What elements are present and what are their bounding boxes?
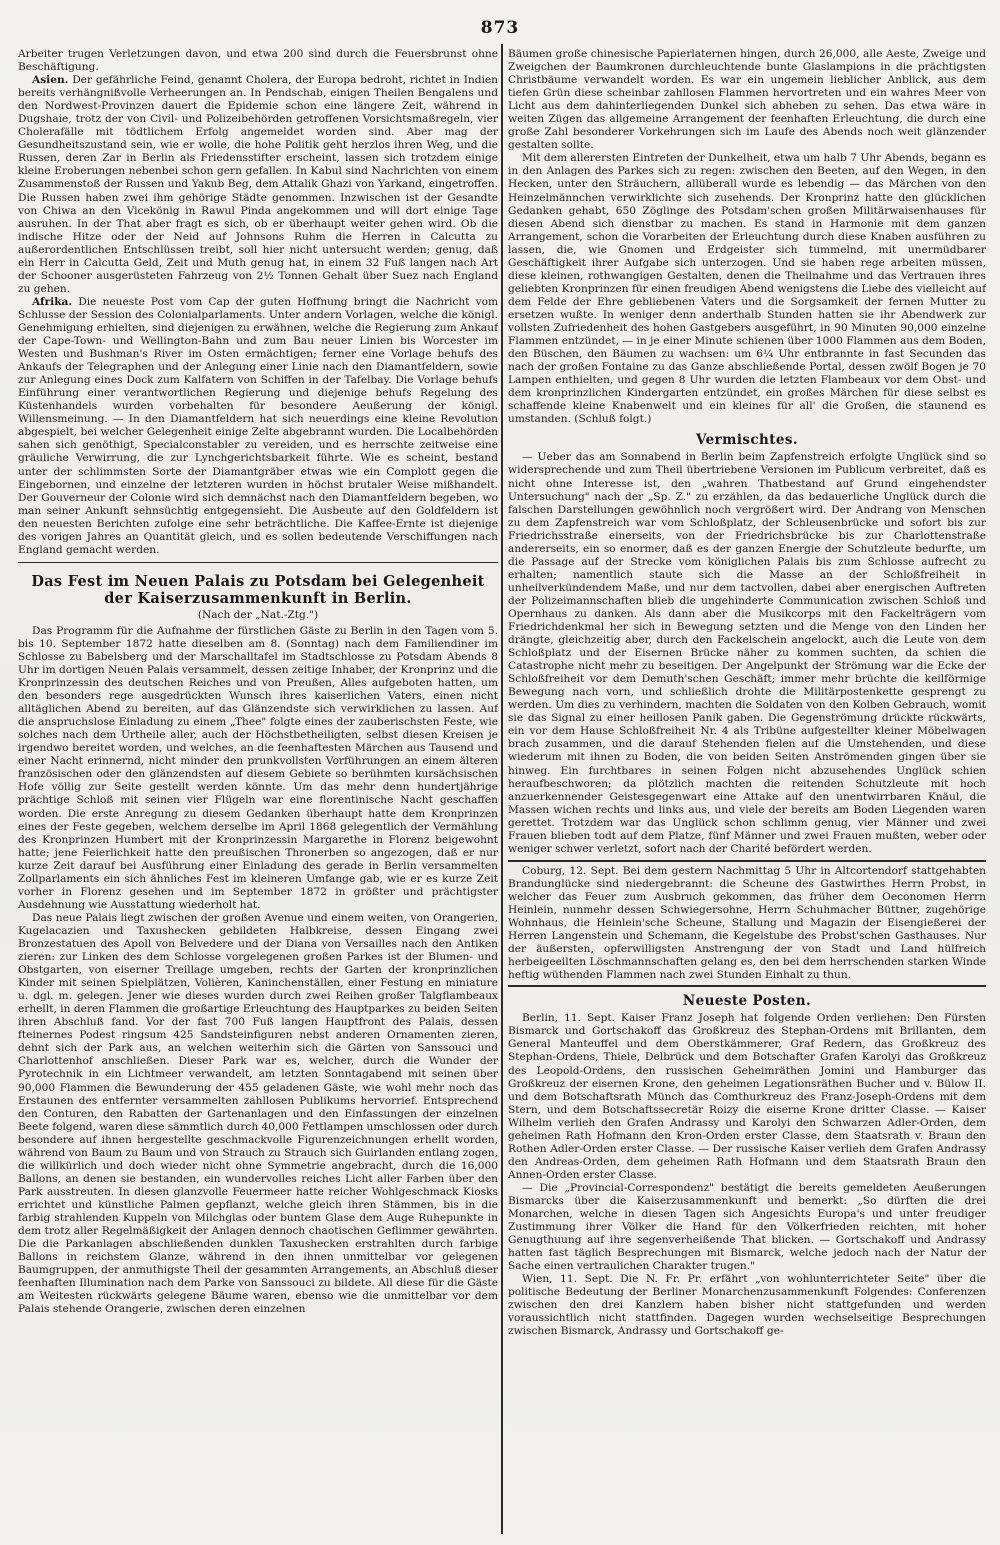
rubric-africa: Afrika. <box>32 295 73 308</box>
article-asia <box>18 74 498 296</box>
coburg-box <box>508 860 986 987</box>
fest-continuation-1: Bäumen große chinesische Papierlaternen hingen, durch 26,000, alle Aeste, Zweige und Zweigchen der Baumkronen durchleuchtende bunte Glaslampions in die prächtigsten Christbäume verwandelt worden. Es war ein ungemein lieblicher Anblick, aus dem tiefen Grün diese scheinbar zahllosen Flammen hervortreten und ein wahres Meer von Licht aus dem dahinterliegenden Dunkel sich abheben zu sehen. Das etwa wäre in weiten Zügen das allgemeine Arrangement der feenhaften Erleuchtung, die durch eine große Zahl besonderer Vorkehrungen sich im Laufe des Abends noch weit glänzender gestalten sollte. <box>508 48 986 152</box>
wien-article: Wien, 11. Sept. Die N. Fr. Pr. erfährt „von wohlunterrichteter Seite" über die politische Bedeutung der Berliner Monarchenzusammenkunft Folgendes: Conferenzen zwischen den drei Kanzlern haben bisher nicht stattgefunden und werden voraussichtlich nicht stattfinden. Dagegen wurden wechselseitige Besprechungen zwischen Bismarck, Andrassy und Gortschakoff ge- <box>508 1273 986 1338</box>
article-africa <box>18 296 498 557</box>
article-africa-text: Die neueste Post vom Cap der guten Hoffnung bringt die Nachricht vom Schlusse der Session des Colonialparlaments. Unter andern Vorlagen, welche die königl. Genehmigung erhielten, sind diejenigen zu erwähnen, welche die Regierung zum Ankauf der Cape-Town- und Wellington-Bahn und zum Bau neuer Linien bis Worcester im Westen und Bushman's River im Osten ermächtigen; ferner eine Vorlage behufs des Ankaufs der Telegraphen und der Anlegung einer Linie nach den Diamantfeldern, sowie zur Anlegung eines Dock zum Kalfatern von Schiffen in der Tafelbay. Die Vorlage behufs Einführung einer verantwortlichen Regierung und diejenige behufs Regelung des Küstenhandels wurden vorbehalten für besondere Aeußerung der königl. Willensmeinung. — In den Diamantfeldern hat sich neuerdings eine kleine Revolution abgespielt, bei welcher Gelegenheit einige Zelte abgebrannt wurden. Die Localbehörden sahen sich genöthigt, Specialconstabler zu vereiden, und es herrschte zeitweise eine gräuliche Verwirrung, die zur Lynchgerichtsbarkeit führte. Wie es scheint, bestand unter der schlimmsten Sorte der Diamantgräber etwas wie ein Complott gegen die Eingebornen, und einzelne der letzteren wurden in höchst brutaler Weise mißhandelt. Der Gouverneur der Colonie wird sich demnächst nach den Diamantfeldern begeben, wo man seiner Ankunft sehnsüchtig entgegensieht. Die Ausbeute auf den Goldfeldern ist den neuesten Berichten zufolge eine sehr beträchtliche. Die Kaffee-Ernte ist diejenige des vorigen Jahres an Quantität gleich, und es sollen bedeutende Verschiffungen nach England gemacht werden. <box>18 295 498 556</box>
posten-title: Neueste Posten. <box>682 993 812 1010</box>
rubric-asia: Asien. <box>32 74 69 87</box>
right-column <box>508 48 986 1532</box>
article-asia-text: Der gefährliche Feind, genannt Cholera, der Europa bedroht, richtet in Indien bereits verhängnißvolle Verheerungen an. In Pendschab, einigen Theilen Bengalens und den Nordwest-Provinzen dauert die Epidemie schon eine längere Zeit, während in Dugshaie, trotz der von Civil- und Polizeibehörden getroffenen Vorsichtsmaßregeln, vier Cholerafälle mit tödtlichem Erfolg angemeldet worden sind. Aber mag der Gesundheitszustand sein, wie er wolle, die hohe Politik geht herzlos ihren Weg, und die Russen, deren Zar in Berlin als Friedensstifter erscheint, lassen sich trotzdem einige kleine Eroberungen nebenbei schon gern gefallen. In Kabul sind Nachrichten von einem Zusammenstoß der Russen und Yakub Beg, dem Attalik Ghazi von Yarkand, eingetroffen. Die Russen haben zwei ihm gehörige Städte genommen. Inzwischen ist der Gesandte von Chiwa an den Vicekönig in Rawul Pinda angekommen und will dort einige Tage ausruhen. In der That aber fragt es sich, ob er überhaupt weiter gehen wird. Ob die indische Hitze oder der Neid auf Johnsons Ruhm die Herren in Calcutta zu außerordentlichen Entschlüssen treibt, soll hier nicht untersucht werden; genug, daß ein Herr in Calcutta Geld, Zeit und Muth genug hat, in einem 32 Fuß langen nach Art der Schooner ausgerüsteten Fahrzeug von 2½ Tonnen Gehalt über Suez nach England zu gehen. <box>18 74 498 295</box>
left-column <box>18 48 498 1532</box>
page-number: 873 <box>480 18 520 38</box>
intro-text: Arbeiter trugen Verletzungen davon, und etwa 200 sind durch die Feuersbrunst ohne Beschäftigung. <box>18 48 498 74</box>
fest-continuation-2: Mit dem allerersten Eintreten der Dunkelheit, etwa um halb 7 Uhr Abends, begann es in den Anlagen des Parkes sich zu regen: zwischen den Beeten, auf den Wegen, in den Hecken, unter den Sträuchern, allüberall wurde es lebendig — das Märchen von den Heinzelmännchen verwirklichte sich zusehends. Der Kronprinz hatte den glücklichen Gedanken gehabt, 650 Zöglinge des Potsdam'schen großen Militärwaisenhauses für diesen Abend sich dienstbar zu machen. Es stand in Harmonie mit dem ganzen Arrangement, schon die Vorarbeiten der Erleuchtung durch diese Knaben ausführen zu lassen, die, wie Gnomen und Erdgeister sich tummelnd, mit unermüdbarer Geschäftigkeit ihrer Aufgabe sich unterzogen. Und sie haben rege arbeiten müssen, diese kleinen, rothwangigen Gestalten, denen die Theilnahme und das Vertrauen ihres geliebten Kronprinzen für einen freudigen Abend wenigstens die Liebe des vielleicht auf dem Felde der Ehre gebliebenen Vaters und die Sorgsamkeit der fernen Mutter zu ersetzen wußte. In weniger denn anderthalb Stunden hatten sie ihr Abendwerk zur vollsten Zufriedenheit des hohen Gastgebers ausgeführt, in 90 Minuten 90,000 einzelne Flammen entzündet, — in je einer Minute schienen über 1000 Flammen aus dem Boden, den Büschen, den Bäumen zu wachsen: um 6¼ Uhr entbrannte in fast Secunden das nach der großen Fontaine zu das Ganze abschließende Portal, dessen zwölf Bogen je 70 Lampen enthielten, und gegen 8 Uhr wurden die letzten Flambeaux vor dem Obst- und dem kronprinzlichen Kindergarten entzündet, ein großes Märchen für diese selbst es schaffende kleine Knabenwelt und ein kleines für all' die Großen, die staunend es umstanden. (Schluß folgt.) <box>508 152 986 426</box>
fest-paragraph-1: Das Programm für die Aufnahme der fürstlichen Gäste zu Berlin in den Tagen vom 5. bis 10. September 1872 hatte dieselben am 8. (Sonntag) nach dem Familiendiner im Schlosse zu Babelsberg und der Marschalltafel im Stadtschlosse zu Potsdam Abends 8 Uhr im dortigen Neuen Palais versammelt, dessen zeitige Inhaber, der Kronprinz und die Kronprinzessin des deutschen Reiches und von Preußen, Alles aufgeboten hatten, um den besonders rege ausgedrückten Wunsch ihres kaiserlichen Vaters, einen nicht alltäglichen Abend zu bereiten, auf das Glänzendste sich verwirklichen zu lassen. Auf die anspruchslose Einladung zu einem „Thee" folgte eines der zauberischsten Feste, wie solches nach dem Urtheile aller, auch der Höchstbetheiligten, selbst diesen Kreisen je irgendwo bereitet worden, und welches, an die feenhaftesten Märchen aus Tausend und einer Nacht erinnernd, nicht minder den prunkvollsten Vorführungen an einem älteren französischen oder den glänzendsten auf diesem Gebiete so berühmten kursächsischen Hofe völlig zur Seite gestellt werden könnte. Um das mehr denn hundertjährige prächtige Schloß mit seinen vier Flügeln war eine florentinische Nacht geschaffen worden. Die erste Anregung zu diesem Gedanken überhaupt hatte dem Kronprinzen eines der Feste gegeben, welchem derselbe im April 1868 gelegentlich der Vermählung des Kronprinzen Humbert mit der Kronprinzessin Margarethe in Florenz beigewohnt hatte; jene Feierlichkeit hatte den preußischen Thronerben so angezogen, daß er nur kurze Zeit darauf bei Ausführung einer Einladung des gerade in Berlin versammelten Zollparlaments ein sich ähnliches Fest im kleineren Umfange gab, wie er es kurze Zeit vorher in Florenz gesehen und im September 1872 in größter und prächtigster Ausdehnung wie Ausstattung wiederholt hat. <box>18 624 498 911</box>
fest-source: (Nach der „Nat.-Ztg.") <box>197 608 319 621</box>
coburg-article: Coburg, 12. Sept. Bei dem gestern Nachmittag 5 Uhr in Altcortendorf stattgehabten Brandunglücke sind niedergebrannt: die Scheune des Gastwirthes Herrn Probst, in welcher das Feuer zum Ausbruch gekommen, das früher dem Oeconomen Herrn Heinlein, nunmehr dessen Schwiegersohne, Herrn Schuhmacher Büttner, zugehörige Wohnhaus, die Heinlein'sche Scheune, Stallung und Magazin der Eisengießerei der Herren Langenstein und Schemann, die Kegelstube des Probst'schen Gasthauses. Nur der äußersten, opferwilligsten Anstrengung der von Stadt und Land hülfreich herbeigeeilten Löschmannschaften gelang es, den bei dem herrschenden starken Winde heftig wüthenden Flammen nach zwei Stunden Einhalt zu thun. <box>508 864 986 982</box>
provincial-article: — Die „Provincial-Correspondenz" bestätigt die bereits gemeldeten Aeußerungen Bismarcks über die Kaiserzusammenkunft und bemerkt: „So dürften die drei Monarchen, welche in diesen Tagen sich Angesichts Europa's und unter freudiger Zustimmung ihrer Völker die Hand für den Völkerfrieden reichten, mit hoher Genugthuung auf ihre segenverheißende That blicken. — Gortschakoff und Andrassy hatten fast täglich Besprechungen mit Bismarck, welche jedoch nach der Natur der Sache einen vertraulichen Charakter trugen." <box>508 1181 986 1273</box>
fest-paragraph-2: Das neue Palais liegt zwischen der großen Avenue und einem weiten, von Orangerien, Kugelacazien und Taxushecken gebildeten Halbkreise, dessen Eingang zwei Bronzestatuen des Apoll von Belvedere und der Diana von Versailles nach den Antiken zieren: zur Linken des dem Schlosse vorgelegenen großen Parkes ist der Blumen- und Obstgarten, von eiserner Treillage umgeben, rechts der Garten der kronprinzlichen Kinder mit seinen Spielplätzen, Volièren, Kaninchenställen, einer Festung en miniature u. dgl. m. gelegen. Jener wie dieses wurden durch zwei Reihen großer Talgflambeaux erhellt, in deren Flammen die großartige Erleuchtung des Hauptparkes zu beiden Seiten ihren Abschluß fand. Vor der fast 700 Fuß langen Hauptfront des Palais, dessen fteinernes Podest ringsum 425 Sandsteinfiguren nebst anderen Ornamenten zieren, dehnt sich der Park aus, an welchen weiterhin sich die Gärten von Sanssouci und Charlottenhof anschließen. Dieser Park war es, welcher, durch die Wunder der Pyrotechnik in ein Lichtmeer verwandelt, am letzten Sonntagabend mit seinen über 90,000 Flammen die Bewunderung der 455 geladenen Gäste, wie wohl mehr noch das Erstaunen des entfernter versammelten zahllosen Publikums hervorrief. Entsprechend den Conturen, den Rabatten der Gartenanlagen und den Einfassungen der einzelnen Beete folgend, waren diese sämmtlich durch 40,000 Fettlampen umschlossen oder durch besondere auf ihnen hergestellte geschmackvolle Figurenzeichnungen erhellt worden, während von Baum zu Baum und von Strauch zu Strauch sich Guirlanden entlang zogen, die willkürlich und doch wieder nicht ohne Symmetrie angebracht, durch die 16,000 Ballons, an denen sie bestanden, ein wundervolles reiches Licht aller Farben über den Park ausstreuten. In diesen glanzvolle Feuermeer hatte reicher Wohlgeschmack Kiosks errichtet und künstliche Palmen gepflanzt, welche gleich ihren Stämmen, bis in die farbig strahlenden Kuppeln von Milchglas oder buntem Glase dem Auge Ruhepunkte in dem trotz aller Regelmäßigkeit der Anlagen dennoch chaotischen Geflimmer gewährten. Die die Parkanlagen abschließenden dunklen Taxushecken erstrahlten durch farbige Ballons in reichstem Glanze, während in den ihnen unmittelbar vor gelegenen Baumgruppen, der anmuthigste Theil der gesammten Arrangements, an Abschluß dieser feenhaften Illumination nach dem Parke von Sanssouci zu bildete. All diese für die Gäste am Weitesten rückwärts gelegene Bäume waren, ebenso wie die unmittelbar vor dem Palais stehende Orangerie, zwischen deren einzelnen <box>18 911 498 1316</box>
vermischtes-title: Vermischtes. <box>696 432 798 449</box>
vermischtes-article: — Ueber das am Sonnabend in Berlin beim Zapfenstreich erfolgte Unglück sind so widersprechende und zum Theil übertriebene Versionen im Publicum verbreitet, daß es nicht ohne Interesse ist, den „wahren Thatbestand auf Grund eingehendster Untersuchung" nach der „Sp. Z." zu erzählen, da das bedauerliche Unglück durch die falschen Darstellungen gewöhnlich noch vergrößert wird. Der Andrang von Menschen zu dem Zapfenstreich war vom Schloßplatz, der Schleusenbrücke und sofort bis zur Friedrichsstraße einerseits, von der Friedrichsbrücke bis zur Charlottenstraße andererseits, ein so enormer, daß es der ganzen Energie der Schutzleute bedurfte, um die Passage auf der Strecke vom königlichen Palais bis zum Schlosse aufrecht zu erhalten; namentlich staute sich die Masse an der Schloßfreiheit in unheilverkündendem Maße, und nur dem tactvollen, dabei aber energischen Auftreten der Polizeimannschaften blieb die ungehinderte Communication zwischen Schloß und Opernhaus zu danken. Als dann aber die Musikcorps mit den Fackelträgern vom Friedrichdenkmal her sich in Bewegung setzten und die Menge von den Linden her drängte, gleichzeitig aber, durch den Fackelschein angelockt, auch die Leute von dem Schloßplatz und der Eisernen Brücke näher zu kommen suchten, da schien die Catastrophe nicht mehr zu beseitigen. Der Angelpunkt der Strömung war die Ecke der Schloßfreiheit vor dem Demuth'schen Geschäft; immer mehr brüchte die keilförmige Bewegung nach vorn, und schließlich drohte die Militärpostenkette gesprengt zu werden. Um dies zu verhindern, machten die Soldaten von den Kolben Gebrauch, womit sie das Signal zu einer heillosen Panik gaben. Die Gegenströmung drückte rückwärts, ein vor dem Hause Schloßfreiheit Nr. 4 als Tribüne aufgestellter kleiner Möbelwagen brach zusammen, und die darauf Stehenden fielen auf die Umstehenden, und diese wiederum mit ihnen zu Boden, die von beiden Seiten Anströmenden gingen über sie hinweg. Ein furchtbares in seinen Folgen nicht abzusehendes Unglück schien heraufbeschworen; da plötzlich machten die reitenden Schutzleute mit hoch anzuerkennender Geistesgegenwart eine Attake auf den unentwirrbaren Knäul, die Massen wichen rechts und links aus, und viele der bereits am Boden Liegenden waren gerettet. Trotzdem war das Unglück schon schlimm genug, vier Männer und zwei Frauen blieben todt auf dem Platze, fünf Männer und zwei Frauen mußten, weber oder weniger schwer verletzt, sofort nach der Charité befördert werden. <box>508 451 986 855</box>
berlin-article: Berlin, 11. Sept. Kaiser Franz Joseph hat folgende Orden verliehen: Den Fürsten Bismarck und Gortschakoff das Großkreuz des Stephan-Ordens mit Brillanten, dem General Manteuffel und dem Oberstkämmerer, Graf Redern, das Großkreuz des Stephan-Ordens, Thiele, Delbrück und dem Botschafter Grafen Karolyi das Großkreuz des Leopold-Ordens, den russischen Geheimräthen Jomini und Hamburger das Großkreuz der eisernen Krone, den geheimen Legationsräthen Bucher und v. Bülow II. und dem Botschaftsrath Münch das Comthurkreuz des Franz-Joseph-Ordens mit dem Stern, und dem Botschaftssecretär Roizy die eiserne Krone dritter Classe. — Kaiser Wilhelm verlieh den Grafen Andrassy und Karolyi den Schwarzen Adler-Orden, dem geheimen Rath Hofmann den Kron-Orden erster Classe, dem Staatsrath v. Braun den Rothen Adler-Orden erster Classe. — Der russische Kaiser verlieh dem Grafen Andrassy den Andreas-Orden, dem geheimen Rath Hofmann und dem Staatsrath Braun den Annen-Orden erster Classe. <box>508 1012 986 1181</box>
column-rule <box>501 44 503 1534</box>
fest-title: Das Fest im Neuen Palais zu Potsdam bei Gelegenheit der Kaiserzusammenkunft in Berlin. <box>31 572 485 607</box>
divider <box>18 562 498 563</box>
